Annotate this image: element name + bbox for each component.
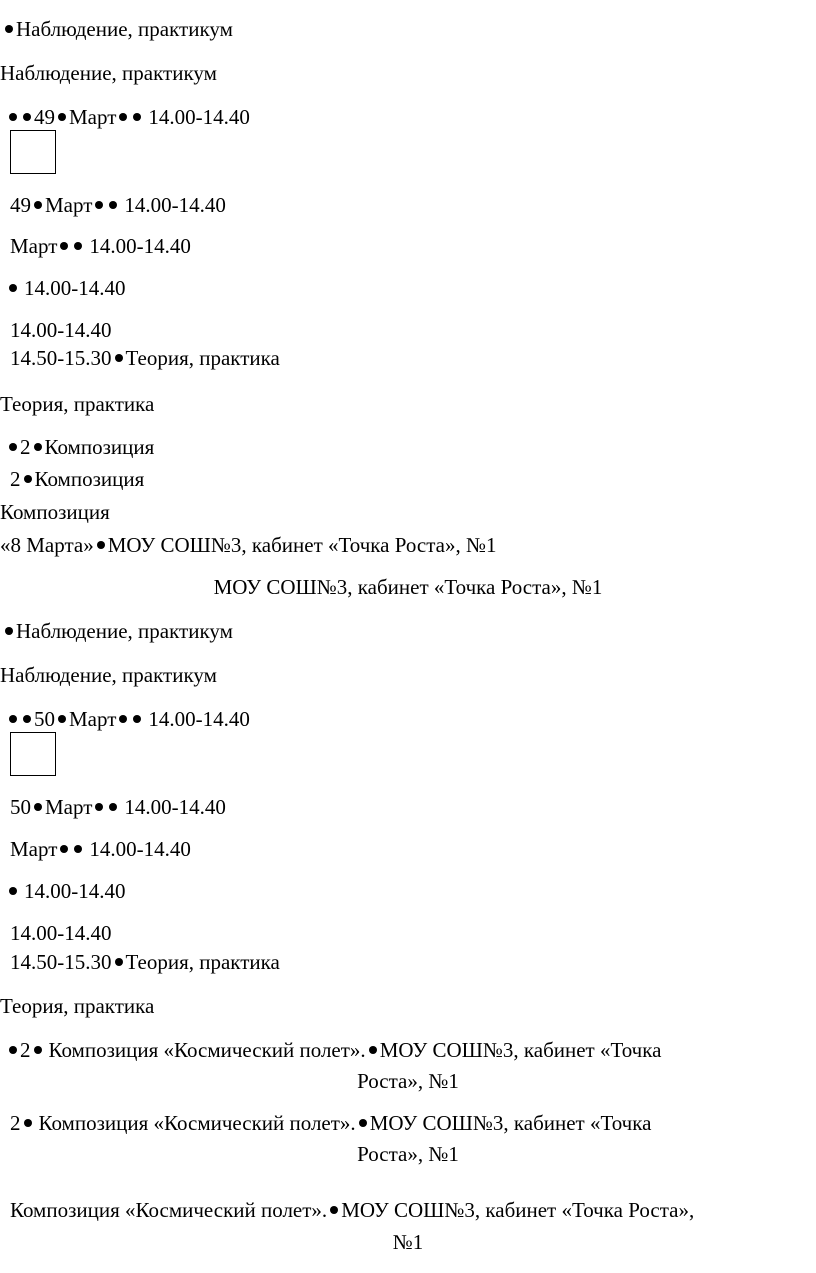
bullet-icon (9, 715, 17, 723)
location-line: «8 Марта» МОУ СОШ№3, кабинет «Точка Роста», №1 (0, 533, 497, 557)
theory-line: Теория, практика (0, 994, 155, 1018)
bullet-icon (119, 113, 127, 121)
bullet-icon (133, 113, 141, 121)
bullet-icon (330, 1206, 338, 1214)
bullet-icon (9, 284, 17, 292)
session-line: Март 14.00-14.40 (10, 837, 191, 861)
observation-line: Наблюдение, практикум (2, 16, 233, 42)
bullet-icon (9, 1046, 17, 1054)
session-line: 49 Март 14.00-14.40 (10, 193, 226, 217)
bullet-icon (115, 354, 123, 362)
time-line: 14.00-14.40 (10, 318, 112, 342)
bullet-icon (115, 958, 123, 966)
bullet-icon (58, 715, 66, 723)
bullet-icon (9, 113, 17, 121)
composition-line: 2 Композиция (10, 467, 145, 491)
bullet-icon (60, 845, 68, 853)
location-line: Роста», №1 (357, 1069, 459, 1093)
time-line: 14.00-14.40 (6, 275, 126, 301)
bullet-icon (74, 242, 82, 250)
session-line: 50 Март 14.00-14.40 (10, 795, 226, 819)
bullet-icon (369, 1046, 377, 1054)
bullet-icon (60, 242, 68, 250)
observation-line: Наблюдение, практикум (0, 61, 217, 85)
location-line: Роста», №1 (357, 1142, 459, 1166)
session-line: 50 Март 14.00-14.40 (6, 706, 250, 732)
composition-line: Композиция (0, 500, 110, 524)
bullet-icon (24, 1119, 32, 1127)
observation-line: Наблюдение, практикум (0, 663, 217, 687)
checkbox (10, 130, 56, 174)
location-line: МОУ СОШ№3, кабинет «Точка Роста», №1 (213, 575, 603, 599)
bullet-icon (5, 25, 13, 33)
bullet-icon (359, 1119, 367, 1127)
time-line: 14.00-14.40 (6, 878, 126, 904)
bullet-icon (24, 475, 32, 483)
bullet-icon (133, 715, 141, 723)
composition-line: 2 Композиция (6, 434, 154, 460)
bullet-icon (119, 715, 127, 723)
bullet-icon (34, 1046, 42, 1054)
bullet-icon (109, 201, 117, 209)
theory-line: Теория, практика (0, 392, 155, 416)
bullet-icon (74, 845, 82, 853)
observation-line: Наблюдение, практикум (2, 618, 233, 644)
bullet-icon (9, 443, 17, 451)
session-line: Март 14.00-14.40 (10, 234, 191, 258)
bullet-icon (23, 715, 31, 723)
bullet-icon (9, 887, 17, 895)
bullet-icon (95, 201, 103, 209)
composition-line: 2 Композиция «Космический полет». МОУ СОШ№3, кабинет «Точка (10, 1111, 652, 1135)
bullet-icon (5, 627, 13, 635)
bullet-icon (58, 113, 66, 121)
composition-line: Композиция «Космический полет». МОУ СОШ№3, кабинет «Точка Роста», (10, 1198, 695, 1222)
time-line: 14.50-15.30 Теория, практика (10, 346, 280, 370)
bullet-icon (34, 201, 42, 209)
bullet-icon (34, 443, 42, 451)
checkbox (10, 732, 56, 776)
bullet-icon (34, 803, 42, 811)
session-line: 49 Март 14.00-14.40 (6, 104, 250, 130)
location-line: №1 (392, 1230, 424, 1254)
time-line: 14.50-15.30 Теория, практика (10, 950, 280, 974)
bullet-icon (95, 803, 103, 811)
time-line: 14.00-14.40 (10, 921, 112, 945)
bullet-icon (23, 113, 31, 121)
bullet-icon (97, 541, 105, 549)
bullet-icon (109, 803, 117, 811)
composition-line: 2 Композиция «Космический полет». МОУ СОШ№3, кабинет «Точка (6, 1037, 661, 1063)
